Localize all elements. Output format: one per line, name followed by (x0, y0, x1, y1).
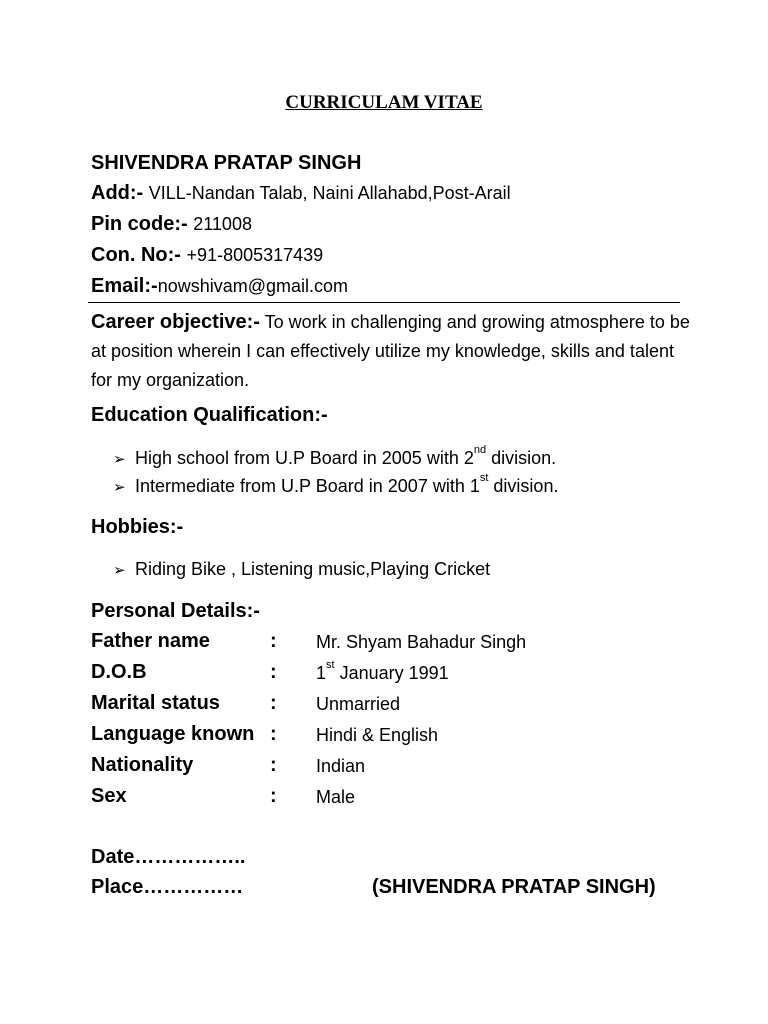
address-label: Add:- (91, 182, 144, 204)
dob-month-year: January 1991 (334, 663, 449, 683)
document-title: CURRICULAM VITAE (285, 92, 483, 113)
arrow-bullet-icon: ➢ (113, 561, 126, 579)
field-colon: : (270, 785, 277, 807)
phone-value: +91-8005317439 (186, 245, 324, 265)
pin-row (91, 213, 252, 236)
marital-status-value: Unmarried (316, 694, 401, 714)
education-heading: Education Qualification:- (91, 404, 328, 426)
education-item-tail: division. (488, 476, 559, 496)
ordinal-suffix: nd (473, 444, 487, 456)
field-colon: : (270, 754, 277, 776)
email-value: nowshivam@gmail.com (157, 276, 349, 296)
nationality-value: Indian (316, 756, 366, 776)
date-field: Date…………….. (91, 846, 246, 868)
language-known-value: Hindi & English (316, 725, 439, 745)
nationality-label: Nationality (91, 754, 194, 776)
address-row (91, 182, 511, 205)
field-colon: : (270, 661, 277, 683)
marital-status-label: Marital status (91, 692, 220, 714)
phone-row (91, 244, 323, 267)
field-colon: : (270, 723, 277, 745)
email-row (91, 275, 348, 298)
email-label: Email:- (91, 275, 158, 297)
education-item-text: Intermediate from U.P Board in 2007 with 1 (135, 476, 480, 496)
language-known-label: Language known (91, 723, 255, 745)
pin-label: Pin code:- (91, 213, 188, 235)
address-value: VILL-Nandan Talab, Naini Allahabd,Post-Arail (148, 183, 511, 203)
father-name-label: Father name (91, 630, 210, 652)
list-item (113, 472, 559, 497)
dob-day: 1 (316, 663, 327, 683)
dob-label: D.O.B (91, 661, 147, 683)
education-item-text: High school from U.P Board in 2005 with 2 (135, 448, 474, 468)
career-objective-text: To work in challenging and growing atmosphere to be at position wherein I can effectively utilize my knowledge, skills and talent for my organization. (91, 312, 690, 390)
phone-label: Con. No:- (91, 244, 181, 266)
field-colon: : (270, 692, 277, 714)
ordinal-suffix: st (326, 659, 335, 671)
list-item (113, 444, 557, 469)
career-objective (91, 308, 691, 395)
arrow-bullet-icon: ➢ (113, 450, 126, 468)
dob-value (316, 659, 449, 684)
place-field: Place…………… (91, 876, 244, 898)
candidate-name: SHIVENDRA PRATAP SINGH (91, 152, 362, 174)
father-name-value: Mr. Shyam Bahadur Singh (316, 632, 527, 652)
ordinal-suffix: st (479, 472, 489, 484)
sex-label: Sex (91, 785, 127, 807)
personal-details-heading: Personal Details:- (91, 600, 260, 622)
signature-name: (SHIVENDRA PRATAP SINGH) (372, 876, 656, 898)
arrow-bullet-icon: ➢ (113, 478, 126, 496)
pin-value: 211008 (193, 214, 252, 234)
divider-line (88, 302, 680, 303)
career-objective-label: Career objective:- (91, 311, 260, 333)
education-item-tail: division. (486, 448, 557, 468)
hobbies-item-text: Riding Bike , Listening music,Playing Cricket (135, 559, 491, 579)
sex-value: Male (316, 787, 356, 807)
list-item (113, 559, 490, 580)
hobbies-heading: Hobbies:- (91, 516, 184, 538)
field-colon: : (270, 630, 277, 652)
